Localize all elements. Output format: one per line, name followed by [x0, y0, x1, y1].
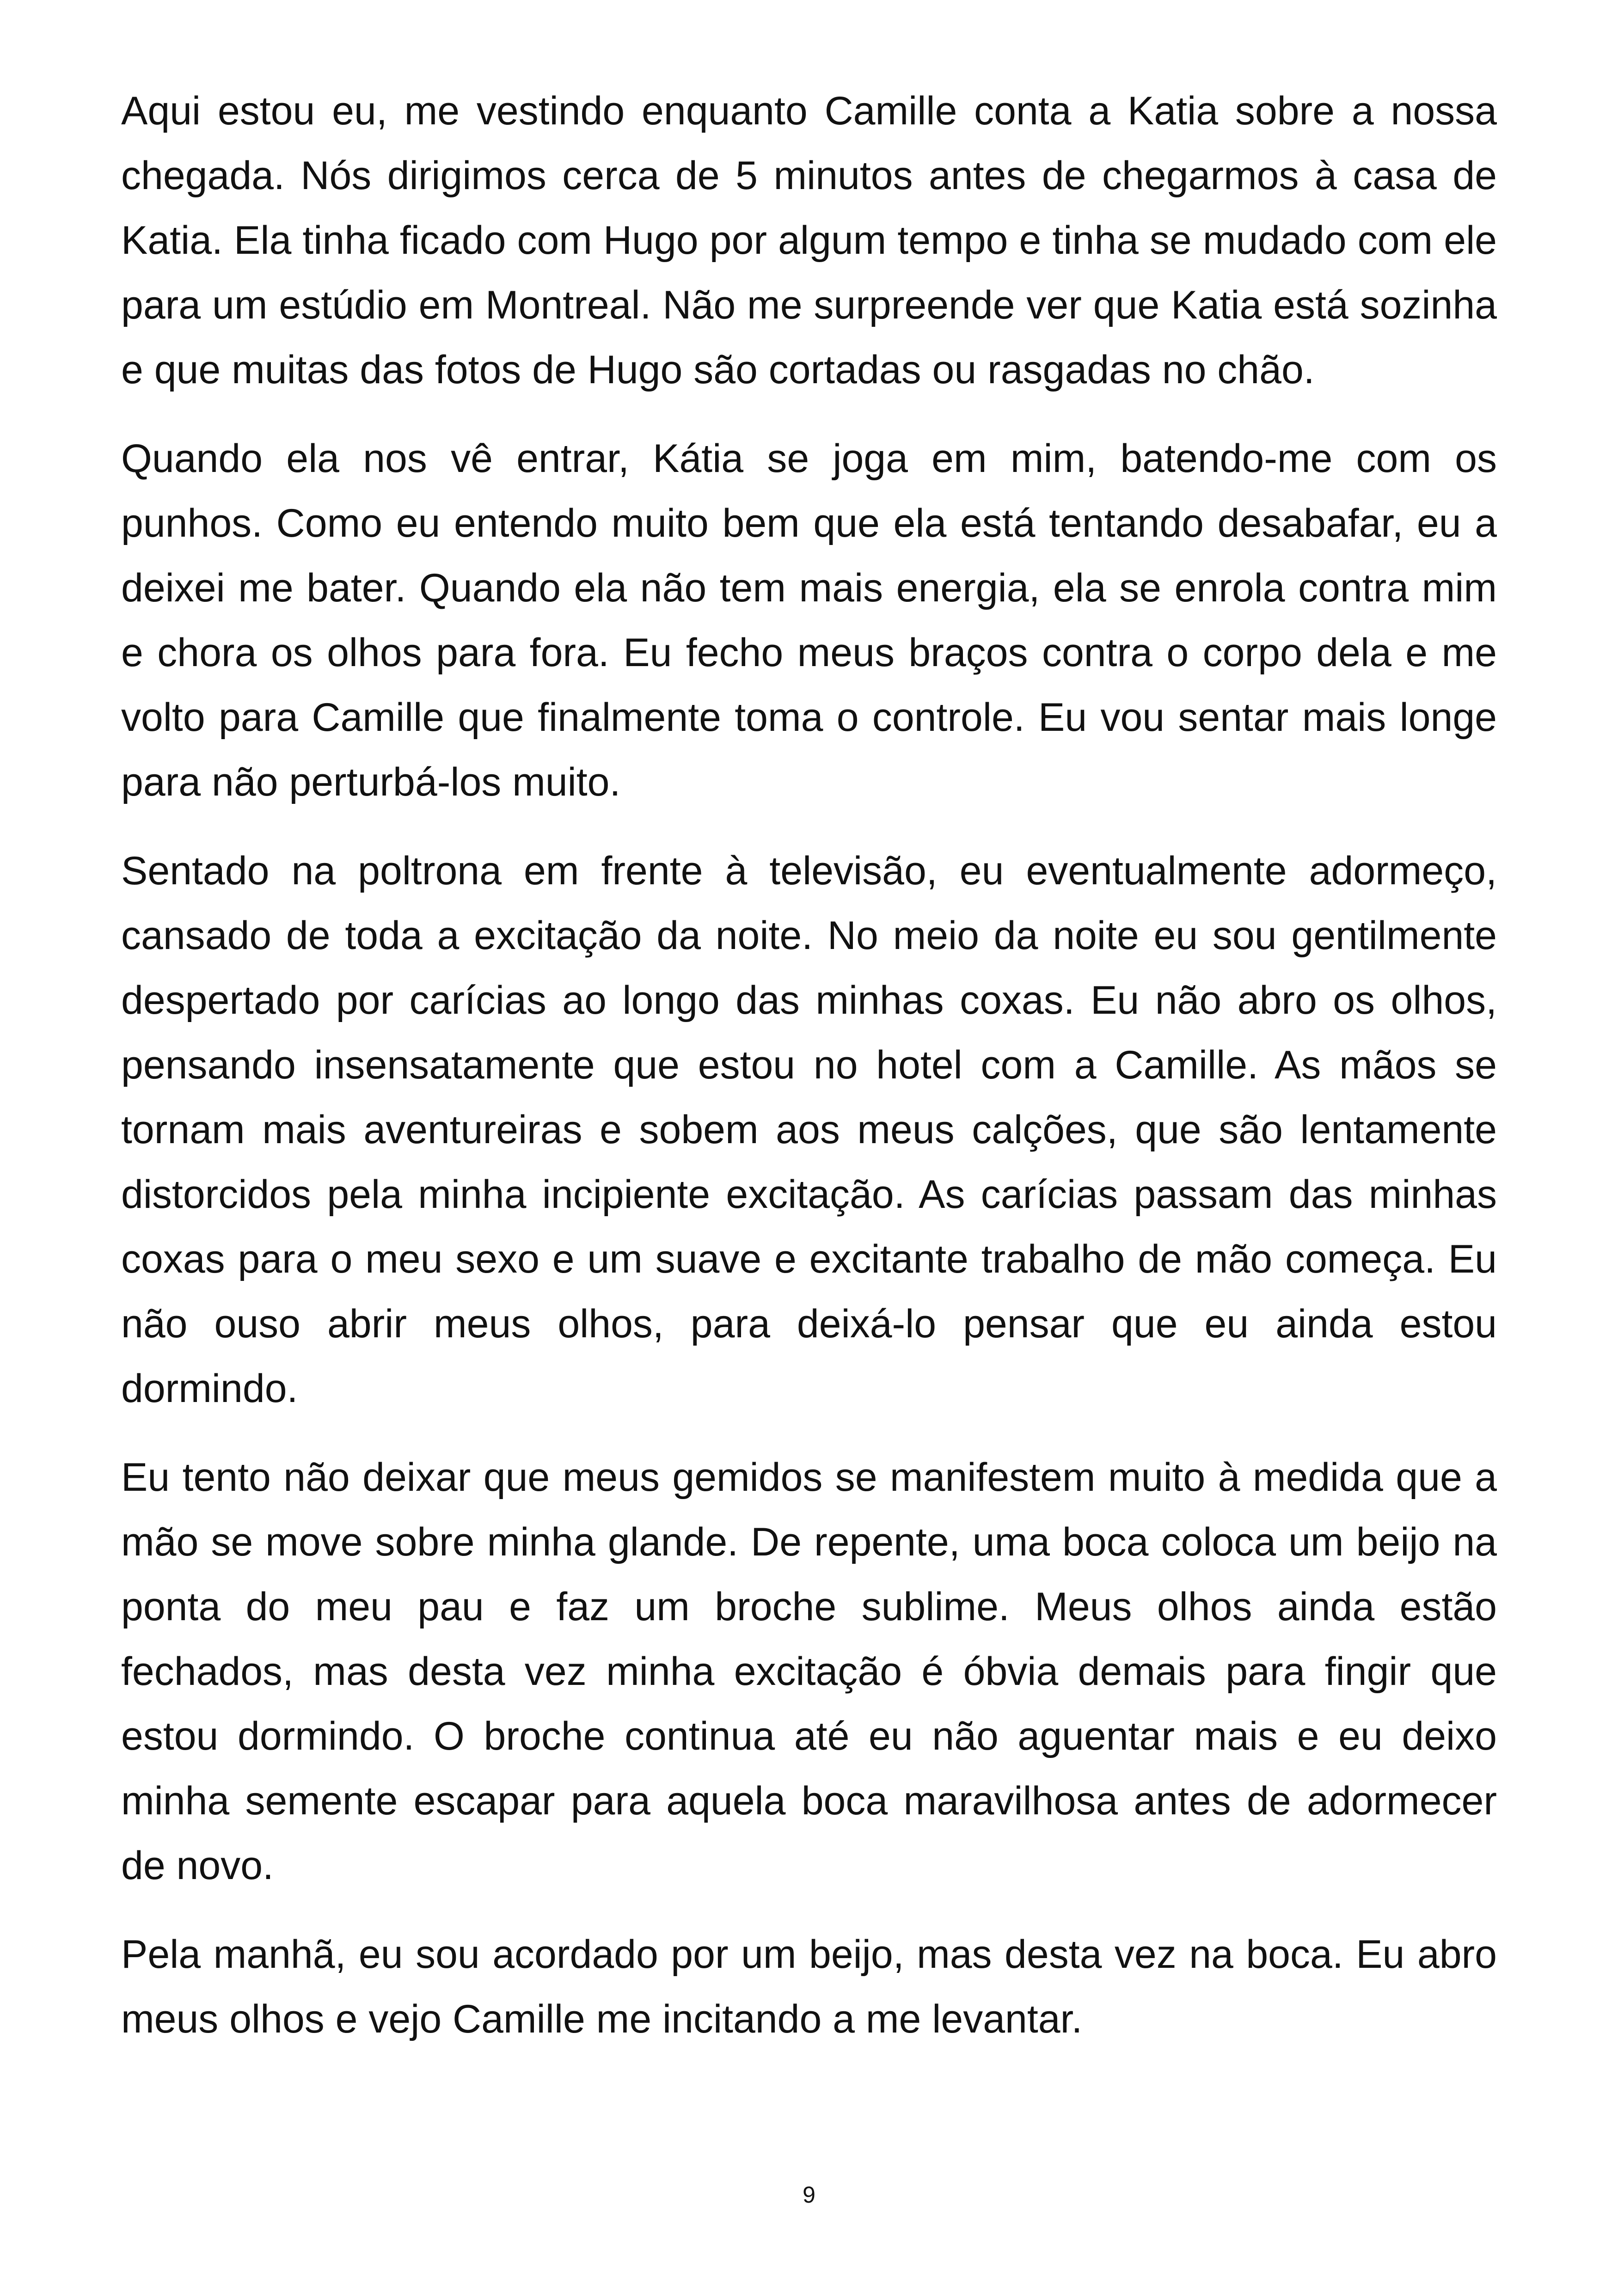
body-text [121, 79, 1497, 2076]
paragraph-5: Pela manhã, eu sou acordado por um beijo, mas desta vez na boca. Eu abro meus olhos e vejo Camille me incitando a me levantar. [121, 1932, 1497, 2041]
paragraph-2: Quando ela nos vê entrar, Kátia se joga em mim, batendo-me com os punhos. Como eu entendo muito bem que ela está tentando desabafar, eu a deixei me bater. Quando ela não tem mais energia, ela se enrola contra mim e chora os olhos para fora. Eu fecho meus braços contra o corpo dela e me volto para Camille que finalmente toma o controle. Eu vou sentar mais longe para não perturbá-los muito. [121, 436, 1497, 804]
paragraph-4: Eu tento não deixar que meus gemidos se manifestem muito à medida que a mão se move sobre minha glande. De repente, uma boca coloca um beijo na ponta do meu pau e faz um broche sublime. Meus olhos ainda estão fechados, mas desta vez minha excitação é óbvia demais para fingir que estou dormindo. O broche continua até eu não aguentar mais e eu deixo minha semente escapar para aquela boca maravilhosa antes de adormecer de novo. [121, 1455, 1497, 1888]
paragraph-1: Aqui estou eu, me vestindo enquanto Camille conta a Katia sobre a nossa chegada. Nós dirigimos cerca de 5 minutos antes de chegarmos à casa de Katia. Ela tinha ficado com Hugo por algum tempo e tinha se mudado com ele para um estúdio em Montreal. Não me surpreende ver que Katia está sozinha e que muitas das fotos de Hugo são cortadas ou rasgadas no chão. [121, 89, 1497, 392]
paragraph-3: Sentado na poltrona em frente à televisão, eu eventualmente adormeço, cansado de toda a excitação da noite. No meio da noite eu sou gentilmente despertado por carícias ao longo das minhas coxas. Eu não abro os olhos, pensando insensatamente que estou no hotel com a Camille. As mãos se tornam mais aventureiras e sobem aos meus calções, que são lentamente distorcidos pela minha incipiente excitação. As carícias passam das minhas coxas para o meu sexo e um suave e excitante trabalho de mão começa. Eu não ouso abrir meus olhos, para deixá-lo pensar que eu ainda estou dormindo. [121, 849, 1497, 1411]
page-number: 9 [803, 2182, 815, 2208]
